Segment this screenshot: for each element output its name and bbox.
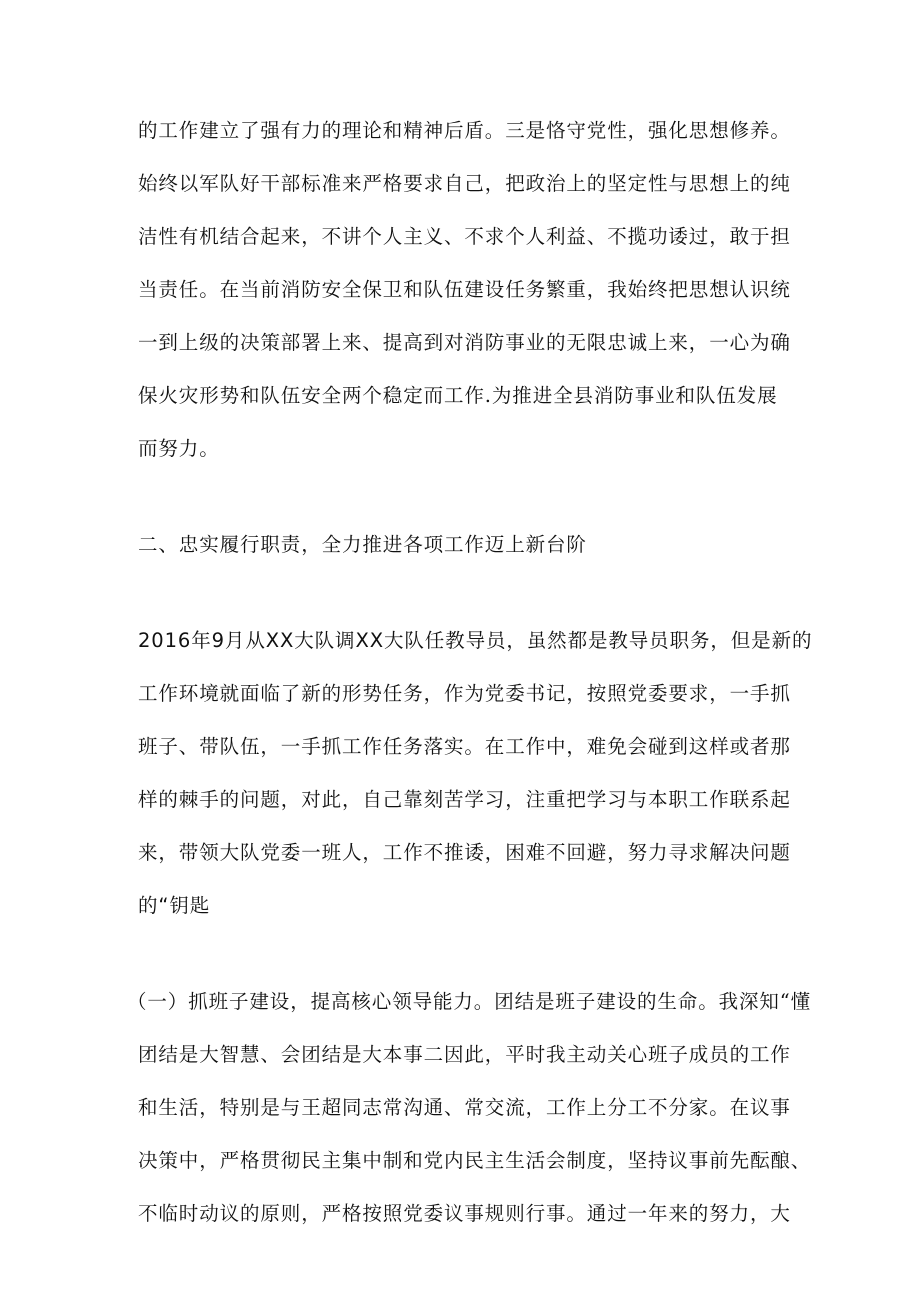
paragraph-line: 2016年9月从XX大队调XX大队任教导员，虽然都是教导员职务，但是新的: [138, 629, 813, 652]
paragraph-line: 样的棘手的问题，对此，自己靠刻苦学习，注重把学习与本职工作联系起: [138, 788, 791, 811]
paragraph-line: 一到上级的决策部署上来、提高到对消防事业的无限忠诚上来，一心为确: [138, 331, 791, 354]
paragraph-line: 的工作建立了强有力的理论和精神后盾。三是恪守党性，强化思想修养。: [138, 119, 791, 142]
paragraph-line: 团结是大智慧、会团结是大本事二因此，平时我主动关心班子成员的工作: [138, 1043, 791, 1066]
paragraph-line: 的“钥匙: [138, 894, 211, 917]
paragraph-line: 工作环境就面临了新的形势任务，作为党委书记，按照党委要求，一手抓: [138, 682, 791, 705]
paragraph-line: 当责任。在当前消防安全保卫和队伍建设任务繁重，我始终把思想认识统: [138, 278, 791, 301]
paragraph-line: 不临时动议的原则，严格按照党委议事规则行事。通过一年来的努力，大: [138, 1202, 791, 1225]
paragraph-line: 班子、带队伍，一手抓工作任务落实。在工作中，难免会碰到这样或者那: [138, 735, 791, 758]
paragraph-line: （一）抓班子建设，提高核心领导能力。团结是班子建设的生命。我深知“懂: [127, 990, 812, 1013]
paragraph-line: 而努力。: [138, 437, 220, 460]
paragraph-line: 决策中，严格贯彻民主集中制和党内民主生活会制度，坚持议事前先酝酿、: [138, 1149, 812, 1172]
paragraph-line: 保火灾形势和队伍安全两个稳定而工作.为推进全县消防事业和队伍发展: [138, 384, 778, 407]
section-heading: 二、忠实履行职责，全力推进各项工作迈上新台阶: [138, 533, 587, 556]
paragraph-line: 始终以军队好干部标准来严格要求自己，把政治上的坚定性与思想上的纯: [138, 172, 791, 195]
paragraph-line: 来，带领大队党委一班人，工作不推诿，困难不回避，努力寻求解决问题: [138, 841, 791, 864]
paragraph-line: 洁性有机结合起来，不讲个人主义、不求个人利益、不揽功诿过，敢于担: [138, 225, 791, 248]
paragraph-line: 和生活，特别是与王超同志常沟通、常交流，工作上分工不分家。在议事: [138, 1096, 791, 1119]
